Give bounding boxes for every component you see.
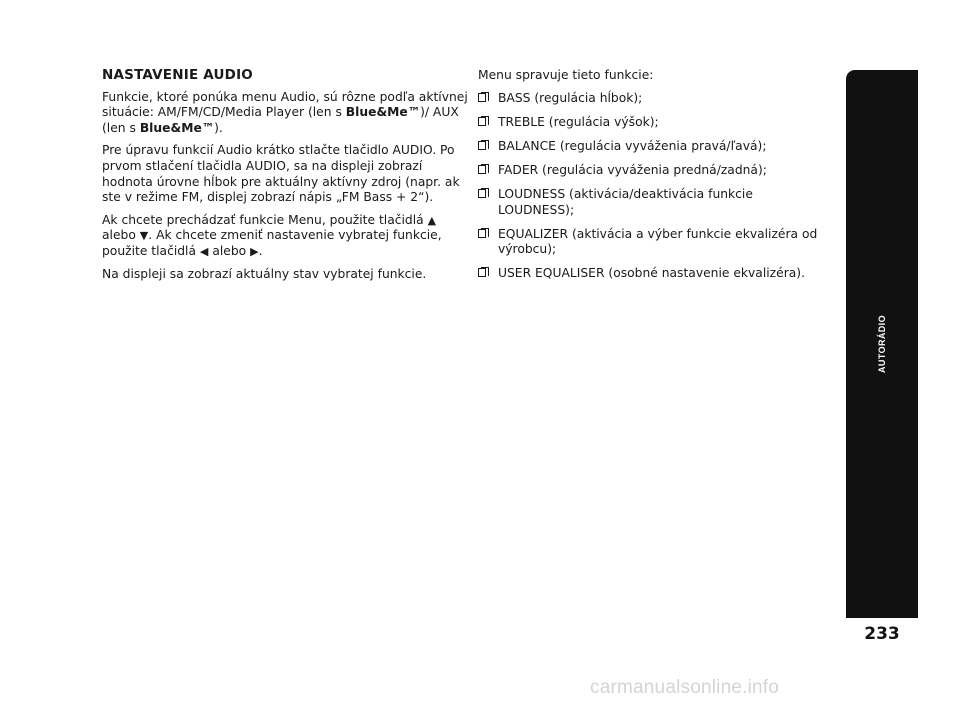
function-list <box>478 91 828 282</box>
chapter-side-tab <box>846 70 918 618</box>
checkbox-bullet-icon <box>478 268 486 277</box>
list-item <box>478 139 828 155</box>
chapter-label: AUTORÁDIO <box>877 315 887 373</box>
list-item-text: FADER (regulácia vyváženia predná/zadná); <box>498 162 767 177</box>
list-item-text: LOUDNESS (aktivácia/deaktivácia funkcie LOUDNESS); <box>498 186 753 217</box>
p3-text-e: . <box>258 243 263 258</box>
p1-text-a: Funkcie, ktoré ponúka menu Audio, sú rôzne podľa aktívnej situácie: AM/FM/CD/Media Player (len s <box>102 89 468 120</box>
down-arrow-icon: ▼ <box>139 229 149 243</box>
paragraph-audio-button: Pre úpravu funkcií Audio krátko stlačte tlačidlo AUDIO. Po prvom stlačení tlačidla AUDIO, sa na displeji zobrazí hodnota úrovne hĺbok pre aktuálny aktívny zdroj (napr. ak ste v režime FM, displej zobrazí nápis „FM Bass + 2“). <box>102 143 460 205</box>
p3-text-b: alebo <box>102 228 136 243</box>
list-item <box>478 91 828 107</box>
p1-text-b: )/ AUX (len s <box>102 105 459 135</box>
right-column <box>478 68 828 290</box>
p3-text-a: Ak chcete prechádzať funkcie Menu, použite tlačidlá <box>102 212 424 227</box>
p1-text-c: ). <box>214 120 223 135</box>
p3-text-c: . Ak chcete zmeniť nastavenie vybratej funkcie, použite tlačidlá <box>102 228 442 258</box>
p3-text-d: alebo <box>212 243 247 258</box>
left-arrow-icon: ◀ <box>199 244 209 258</box>
list-item <box>478 187 828 218</box>
checkbox-bullet-icon <box>478 93 486 102</box>
menu-intro: Menu spravuje tieto funkcie: <box>478 68 654 82</box>
paragraph-display-status: Na displeji sa zobrazí aktuálny stav vybratej funkcie. <box>102 266 427 281</box>
list-item-text: BASS (regulácia hĺbok); <box>498 90 643 105</box>
watermark: carmanualsonline.info <box>590 677 780 698</box>
right-arrow-icon: ▶ <box>250 244 259 258</box>
checkbox-bullet-icon <box>478 117 486 126</box>
left-column <box>102 68 470 289</box>
list-item-text: EQUALIZER (aktivácia a výber funkcie ekvalizéra od výrobcu); <box>498 226 818 257</box>
list-item <box>478 227 828 258</box>
list-item <box>478 163 828 179</box>
p1-bold-b: Blue&Me™ <box>139 120 215 135</box>
paragraph-navigation <box>102 213 470 260</box>
checkbox-bullet-icon <box>478 165 486 174</box>
list-item-text: BALANCE (regulácia vyváženia pravá/ľavá); <box>498 138 767 153</box>
list-item <box>478 115 828 131</box>
up-arrow-icon: ▲ <box>427 213 437 227</box>
list-item-text: USER EQUALISER (osobné nastavenie ekvalizéra). <box>498 266 805 281</box>
checkbox-bullet-icon <box>478 141 486 150</box>
checkbox-bullet-icon <box>478 189 486 198</box>
checkbox-bullet-icon <box>478 229 486 238</box>
list-item-text: TREBLE (regulácia výšok); <box>498 114 659 129</box>
p1-bold-a: Blue&Me™ <box>345 105 421 120</box>
page-number: 233 <box>864 624 900 644</box>
section-heading: NASTAVENIE AUDIO <box>102 67 253 83</box>
paragraph-functions <box>102 90 470 137</box>
list-item <box>478 266 828 282</box>
